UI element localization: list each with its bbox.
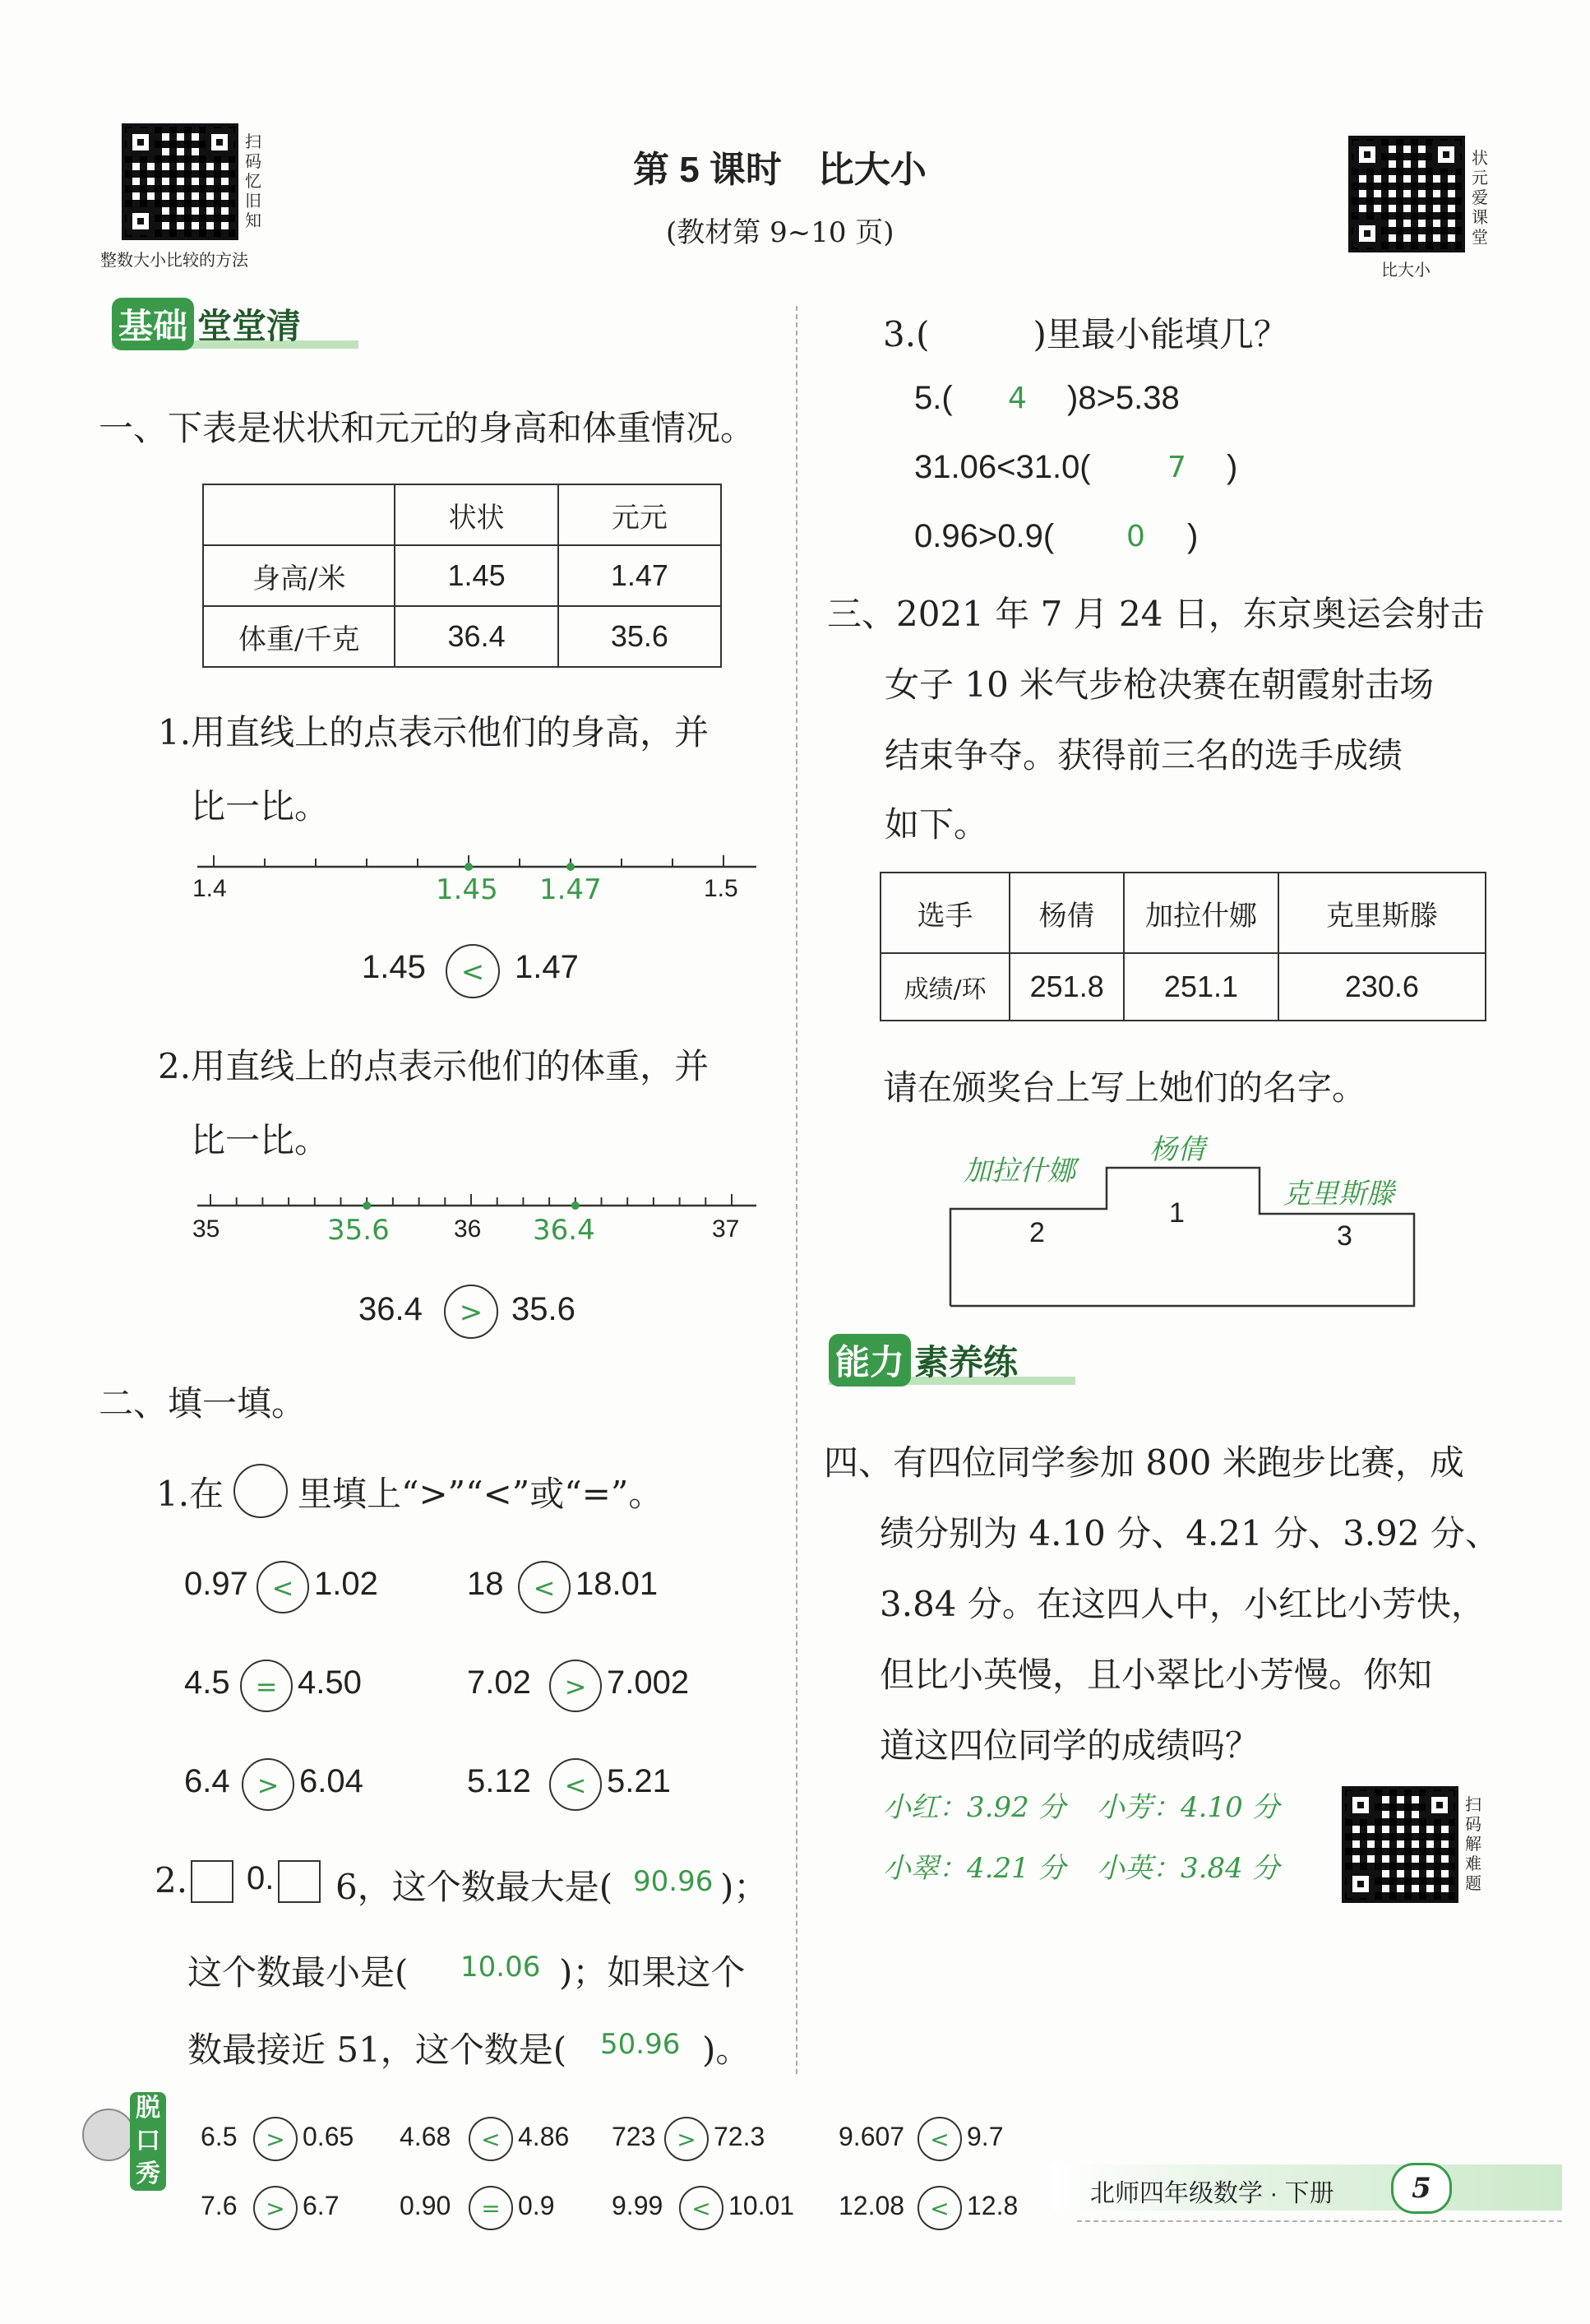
compare-right: 4.50 [298, 1664, 362, 1701]
table-header: 状状 [395, 484, 557, 545]
compare-circle[interactable]: < [257, 1561, 309, 1613]
compare-left: 4.5 [184, 1664, 230, 1701]
qr-right-caption: 比大小 [1381, 262, 1431, 280]
page-number: 5 [1412, 2172, 1431, 2205]
compare-left: 36.4 [358, 1291, 423, 1327]
q2-part2-prefix: 2. [155, 1860, 188, 1900]
compare-right: 6.7 [303, 2191, 340, 2220]
q1-part1-line2: 比一比。 [191, 786, 330, 826]
number-line-label: 37 [712, 1215, 740, 1243]
q4-answer: 小芳：4.10 分 [1097, 1791, 1280, 1824]
compare-right: 1.02 [314, 1566, 378, 1602]
q3a-answer: 4 [1008, 382, 1027, 415]
banner-pill: 能力 [829, 1334, 911, 1387]
compare-right: 6.04 [299, 1763, 363, 1799]
banner-text: 素养练 [914, 1342, 1019, 1382]
weight-mark-zhuangzhuang: 36.4 [533, 1214, 595, 1247]
book-name: 北师四年级数学 · 下册 [1090, 2180, 1334, 2207]
banner-pill: 基础 [112, 298, 194, 350]
table-cell: 251.8 [1010, 953, 1124, 1021]
badge-char: 秀 [136, 2160, 160, 2187]
compare-left: 5.12 [467, 1763, 531, 1799]
page-subtitle: (教材第 9~10 页) [666, 216, 894, 249]
q3b-line: 结束争夺。获得前三名的选手成绩 [885, 735, 1403, 775]
qr-code-right[interactable] [1348, 136, 1465, 252]
qr-left-side-label: 扫码忆旧知 [245, 132, 261, 230]
q3-title: 3.( )里最小能填几？ [883, 314, 1288, 354]
page-title: 第 5 课时 比大小 [633, 150, 927, 190]
q1-title: 一、下表是状状和元元的身高和体重情况。 [99, 408, 756, 448]
q4-answer: 小红：3.92 分 [883, 1791, 1066, 1824]
compare-right: 10.01 [728, 2191, 795, 2220]
compare-left: 12.08 [839, 2191, 905, 2220]
compare-circle[interactable]: > [664, 2117, 709, 2161]
compare-left: 0.97 [184, 1566, 248, 1602]
table-cell: 251.1 [1124, 953, 1278, 1021]
digit-box[interactable] [278, 1860, 321, 1903]
answer-max: 90.96 [633, 1865, 714, 1898]
podium-third-name: 克里斯滕 [1283, 1178, 1394, 1211]
compare-left: 0.90 [400, 2191, 451, 2220]
shooting-table [880, 872, 1486, 1021]
q2-part2-end: )； [720, 1867, 769, 1907]
q2-line2-b: )；如果这个 [559, 1952, 746, 1993]
q3a-post: )8>5.38 [1067, 380, 1180, 416]
compare-right: 9.7 [967, 2122, 1004, 2151]
q1-part2-line2: 比一比。 [191, 1120, 330, 1160]
compare-circle[interactable]: > [253, 2117, 298, 2161]
compare-circle[interactable]: < [679, 2186, 723, 2230]
q2-title: 二、填一填。 [99, 1383, 307, 1424]
column-divider [796, 306, 797, 2074]
number-line-label: 1.5 [704, 875, 738, 902]
compare-left: 1.45 [362, 949, 426, 985]
podium-first-number: 1 [1169, 1197, 1185, 1229]
weight-mark-yuanyuan: 35.6 [327, 1214, 390, 1247]
q4-answer: 小翠：4.21 分 [883, 1852, 1066, 1885]
q3b-post: ) [1227, 449, 1238, 485]
table-cell: 36.4 [395, 606, 557, 667]
number-line-label: 36 [454, 1215, 482, 1243]
q4-line: 绩分别为 4.10 分、4.21 分、3.92 分、 [880, 1513, 1500, 1553]
digit-box[interactable] [191, 1860, 233, 1903]
compare-circle[interactable]: > [253, 2186, 298, 2230]
table-cell: 成绩/环 [881, 953, 1010, 1021]
compare-right: 18.01 [575, 1566, 659, 1602]
table-header [203, 484, 395, 545]
point-mark [465, 863, 473, 871]
section-banner-ability [829, 1334, 1075, 1387]
q4-line: 3.84 分。在这四人中，小红比小芳快， [880, 1584, 1486, 1624]
compare-right: 7.002 [607, 1664, 690, 1701]
table-cell: 1.45 [395, 545, 557, 606]
q2-line3-a: 数最接近 51，这个数是( [187, 2030, 567, 2070]
compare-right: 0.9 [518, 2191, 555, 2220]
q2-line3-b: )。 [702, 2030, 751, 2070]
compare-circle[interactable]: < [518, 1561, 571, 1613]
number-line-label: 35 [192, 1215, 220, 1243]
answer-closest: 50.96 [600, 2028, 681, 2061]
qr-right-side-label: 状元爱课堂 [1472, 148, 1488, 247]
q3b-line: 女子 10 米气步枪决赛在朝霞射击场 [885, 664, 1435, 705]
q4-answer: 小英：3.84 分 [1097, 1852, 1280, 1885]
badge-char: 口 [136, 2127, 160, 2155]
compare-right: 12.8 [967, 2191, 1019, 2220]
point-mark [363, 1201, 371, 1210]
q4-line: 道这四位同学的成绩吗？ [880, 1725, 1260, 1766]
podium-third-number: 3 [1337, 1220, 1352, 1252]
q1-part1-line1: 1.用直线上的点表示他们的身高，并 [158, 712, 709, 752]
podium-instruction: 请在颁奖台上写上她们的名字。 [883, 1067, 1367, 1108]
q1-table [202, 484, 722, 668]
table-header: 克里斯滕 [1278, 873, 1486, 953]
qr-left-caption: 整数大小比较的方法 [100, 252, 248, 270]
banner-text: 堂堂清 [197, 306, 302, 346]
qr-solution-side-label: 扫码解难题 [1465, 1794, 1481, 1893]
compare-left: 723 [612, 2122, 656, 2151]
q2-line2-a: 这个数最小是( [187, 1952, 409, 1993]
compare-right: 72.3 [714, 2122, 765, 2151]
table-header: 元元 [558, 484, 721, 545]
sample-circle [233, 1464, 288, 1518]
qr-code-left[interactable] [122, 123, 238, 240]
compare-right: 4.86 [518, 2122, 570, 2151]
compare-right: 35.6 [511, 1291, 575, 1327]
podium-first-name: 杨倩 [1149, 1133, 1205, 1166]
height-mark-zhuangzhuang: 1.45 [436, 873, 498, 906]
compare-left: 7.6 [201, 2191, 238, 2220]
compare-circle[interactable]: > [549, 1660, 602, 1712]
compare-right: 1.47 [515, 949, 579, 985]
compare-circle[interactable]: > [242, 1758, 294, 1811]
podium-second-name: 加拉什娜 [964, 1155, 1075, 1187]
q4-line: 但比小英慢，且小翠比小芳慢。你知 [880, 1655, 1433, 1695]
q3c-post: ) [1187, 518, 1199, 554]
table-header: 杨倩 [1010, 873, 1124, 953]
badge-char: 脱 [136, 2095, 160, 2122]
q2-part2-text: 6，这个数最大是( [335, 1867, 613, 1907]
q3b-answer: 7 [1167, 451, 1186, 484]
answer-min: 10.06 [460, 1951, 541, 1984]
q3c-pre: 0.96>0.9( [914, 518, 1055, 554]
table-header: 选手 [881, 873, 1010, 953]
compare-circle[interactable]: = [240, 1660, 293, 1712]
q3b-line: 三、2021 年 7 月 24 日，东京奥运会射击 [827, 594, 1485, 634]
q2-part1-pre: 1.在 [156, 1474, 224, 1514]
point-mark [566, 863, 575, 871]
table-cell: 230.6 [1278, 953, 1486, 1021]
q2-part2-mid: 0. [247, 1860, 275, 1896]
compare-left: 9.607 [839, 2122, 905, 2151]
table-cell: 1.47 [558, 545, 721, 606]
table-cell: 35.6 [558, 606, 721, 667]
compare-left: 7.02 [467, 1664, 531, 1701]
qr-code-solution[interactable] [1342, 1786, 1458, 1903]
compare-circle[interactable]: > [444, 1285, 498, 1339]
number-line-label: 1.4 [192, 875, 227, 902]
compare-circle[interactable]: < [469, 2117, 513, 2161]
podium-second-number: 2 [1029, 1217, 1045, 1248]
mascot-icon [82, 2109, 135, 2161]
q3c-answer: 0 [1126, 520, 1145, 553]
compare-circle[interactable]: < [446, 944, 500, 998]
compare-left: 18 [467, 1566, 504, 1602]
point-mark [571, 1201, 580, 1210]
q3a-pre: 5.( [914, 380, 953, 416]
q3b-line: 如下。 [885, 804, 989, 845]
q2-part1-post: 里填上“>”“<”或“=”。 [298, 1474, 663, 1514]
compare-left: 9.99 [612, 2191, 663, 2220]
compare-circle[interactable]: < [549, 1758, 602, 1811]
table-header: 加拉什娜 [1124, 873, 1278, 953]
compare-left: 4.68 [400, 2122, 451, 2151]
compare-left: 6.4 [184, 1763, 230, 1799]
talk-show-badge [82, 2092, 173, 2191]
page-number-badge [1391, 2163, 1452, 2214]
footer-dotted-line [1077, 2220, 1562, 2222]
table-cell: 体重/千克 [203, 606, 395, 667]
compare-right: 0.65 [303, 2122, 354, 2151]
height-mark-yuanyuan: 1.47 [539, 873, 602, 906]
section-banner-basic [112, 298, 358, 350]
compare-circle[interactable]: = [469, 2186, 513, 2230]
compare-left: 6.5 [201, 2122, 238, 2151]
q1-part2-line1: 2.用直线上的点表示他们的体重，并 [158, 1046, 709, 1086]
compare-circle[interactable]: < [917, 2186, 962, 2230]
compare-right: 5.21 [607, 1763, 671, 1799]
compare-circle[interactable]: < [917, 2117, 962, 2161]
q4-line: 四、有四位同学参加 800 米跑步比赛，成 [824, 1442, 1464, 1483]
table-cell: 身高/米 [203, 545, 395, 606]
q3b-pre: 31.06<31.0( [914, 449, 1091, 485]
